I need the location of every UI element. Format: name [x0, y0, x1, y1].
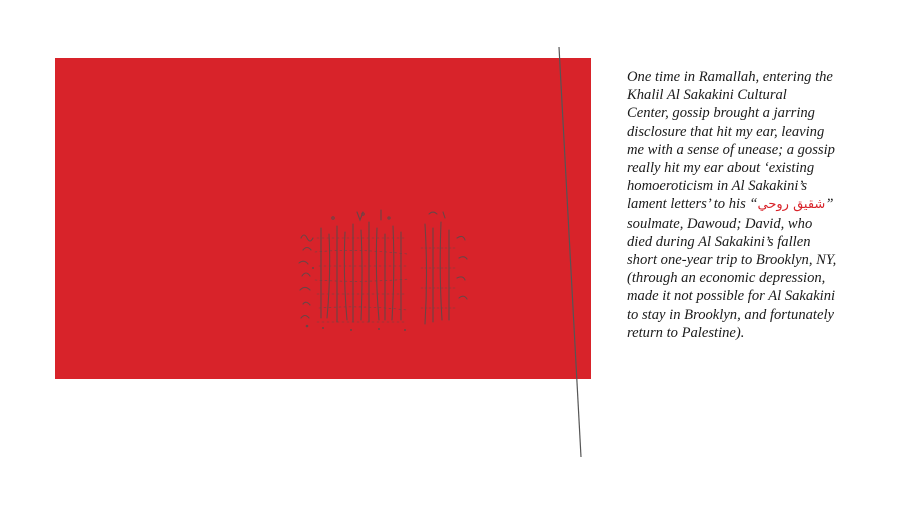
passage-line: One time in Ramallah, entering the [627, 69, 833, 85]
passage-text [627, 68, 877, 342]
passage-line: made it not possible for Al Sakakini [627, 288, 836, 305]
passage-line: (through an economic depression, [627, 270, 826, 287]
passage-line: really hit my ear about ‘existing [627, 160, 815, 177]
passage-line: to stay in Brooklyn, and fortunately [627, 306, 834, 323]
passage-line: short one-year trip to Brooklyn, NY, [627, 252, 837, 269]
passage-line: me with a sense of unease; a gossip [627, 141, 835, 158]
passage-line-suffix: ” [825, 196, 834, 213]
passage-line: Khalil Al Sakakini Cultural [627, 87, 787, 104]
passage-line-prefix: lament letters’ to his “ [627, 196, 758, 213]
passage-line: disclosure that hit my ear, leaving [627, 123, 825, 140]
handwritten-letter-icon [293, 208, 473, 336]
passage-line: soulmate, Dawoud; David, who [627, 215, 813, 232]
passage-line: Center, gossip brought a jarring [627, 105, 815, 122]
passage-line: died during Al Sakakini’s fallen [627, 233, 811, 250]
passage-line: return to Palestine). [627, 324, 745, 341]
passage-line-arabic [627, 195, 877, 214]
passage-line: homoeroticism in Al Sakakini’s [627, 178, 808, 195]
arabic-phrase: شقيق روحي [757, 197, 826, 213]
red-panel [55, 58, 591, 379]
